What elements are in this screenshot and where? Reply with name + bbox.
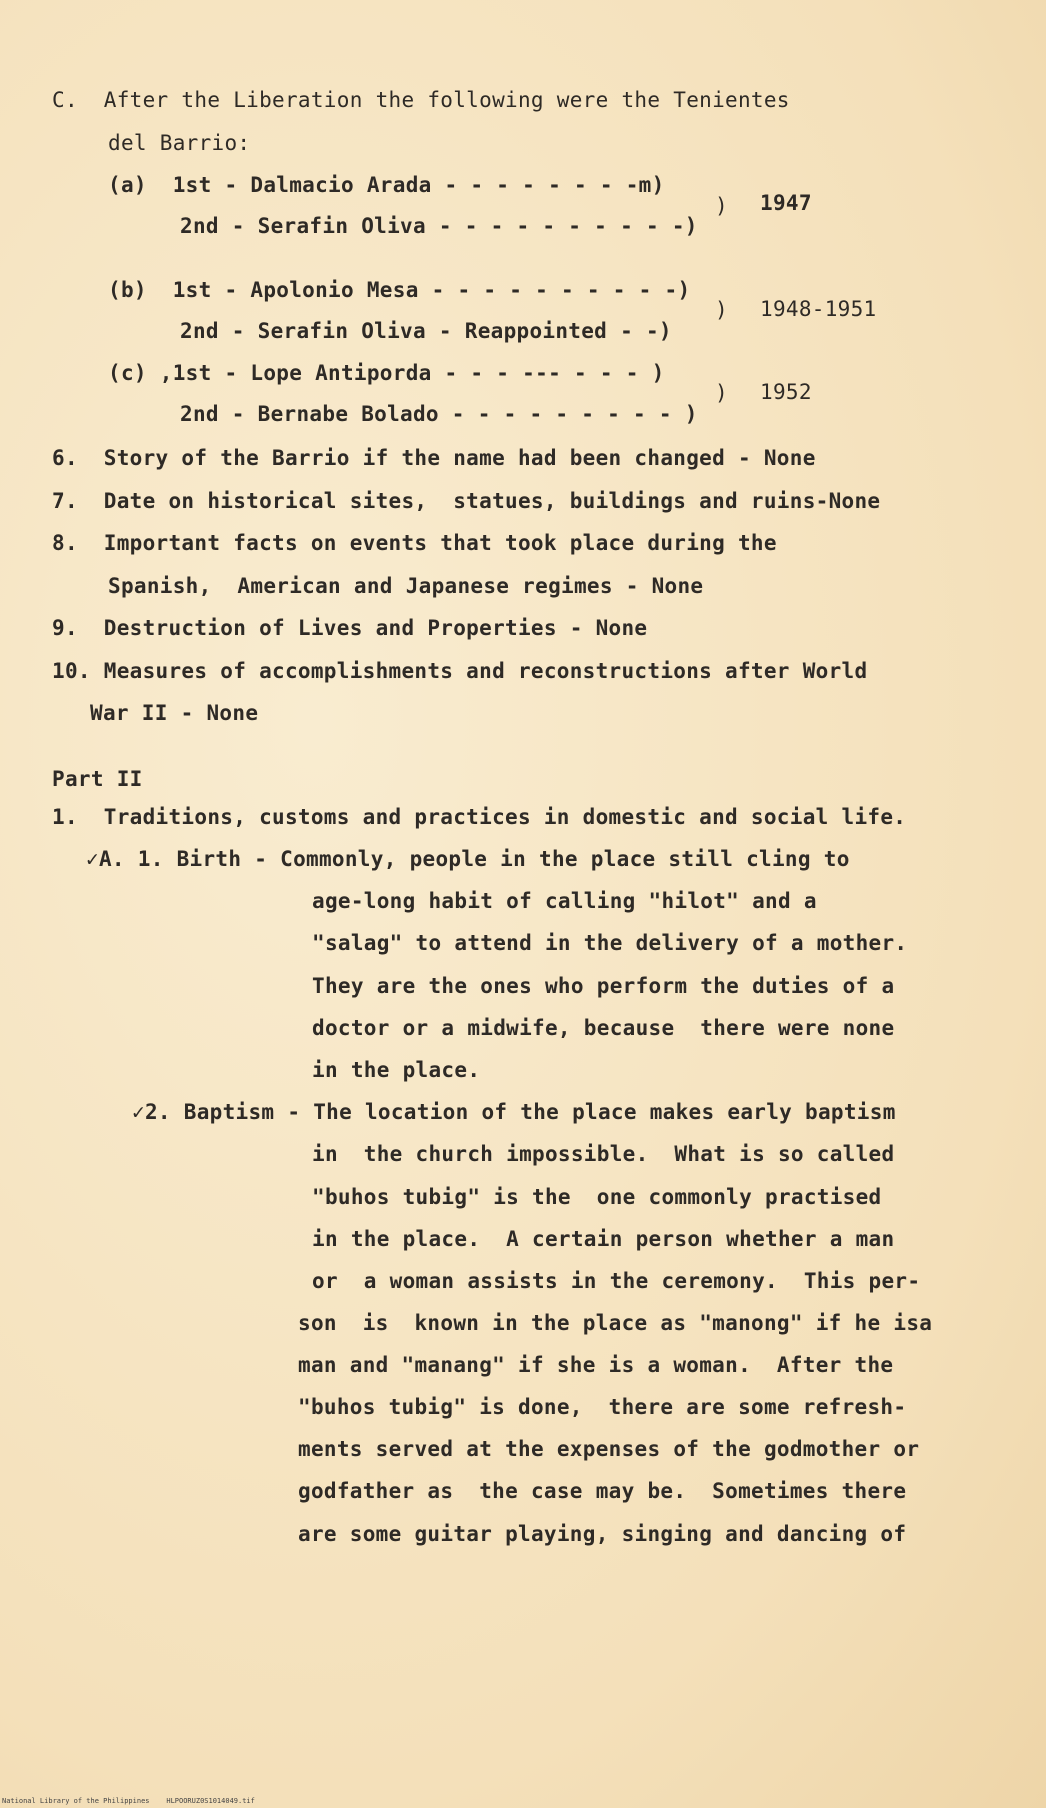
year-c: 1952 [760,380,812,404]
baptism-line-2: in the church impossible. What is so called [312,1142,895,1166]
item-10: 10. Measures of accomplishments and reconstructions after World [52,659,868,683]
birth-line-6: in the place. [312,1058,481,1082]
baptism-heading: ✓2. Baptism - The location of the place makes early baptism [132,1100,896,1124]
teniente-a-2nd: 2nd - Serafin Oliva - - - - - - - - - -) [180,214,698,238]
part-heading: Part II [52,767,143,791]
bracket-b: ) [715,298,728,322]
baptism-line-3: "buhos tubig" is the one commonly practised [312,1185,882,1209]
baptism-line-5: or a woman assists in the ceremony. This per- [312,1269,921,1293]
teniente-c-2nd: 2nd - Bernabe Bolado - - - - - - - - - ) [180,402,698,426]
year-b: 1948-1951 [760,297,877,321]
baptism-line-4: in the place. A certain person whether a man [312,1227,895,1251]
bracket-a: ) [715,194,728,218]
birth-line-4: They are the ones who perform the duties of a [312,974,895,998]
teniente-b-1st: (b) 1st - Apolonio Mesa - - - - - - - - - -) [108,278,691,302]
item-6: 6. Story of the Barrio if the name had been changed - None [52,446,816,470]
baptism-line-8: "buhos tubig" is done, there are some refresh- [298,1395,907,1419]
birth-line-5: doctor or a midwife, because there were none [312,1016,895,1040]
baptism-line-11: are some guitar playing, singing and dancing of [298,1522,907,1546]
item-7: 7. Date on historical sites, statues, buildings and ruins-None [52,489,881,513]
item-8-cont: Spanish, American and Japanese regimes - None [108,574,704,598]
teniente-b-2nd: 2nd - Serafin Oliva - Reappointed - -) [180,319,672,343]
birth-heading: ✓A. 1. Birth - Commonly, people in the place still cling to [86,847,850,871]
scan-footer: National Library of the Philippines HLPOORUZ0S1014049.tif [2,1797,255,1805]
baptism-line-6: son is known in the place as "manong" if he isa [298,1311,933,1335]
birth-line-2: age-long habit of calling "hilot" and a [312,889,817,913]
item-9: 9. Destruction of Lives and Properties - None [52,616,648,640]
birth-line-3: "salag" to attend in the delivery of a mother. [312,931,908,955]
teniente-c-1st: (c) ,1st - Lope Antiporda - - - --- - - - ) [108,361,665,385]
item-c-heading-cont: del Barrio: [108,131,251,155]
teniente-a-1st: (a) 1st - Dalmacio Arada - - - - - - - -m) [108,173,665,197]
baptism-line-9: ments served at the expenses of the godmother or [298,1437,920,1461]
year-a: 1947 [760,191,812,215]
item-10-cont: War II - None [90,701,259,725]
bracket-c: ) [715,381,728,405]
part2-item-1: 1. Traditions, customs and practices in domestic and social life. [52,805,907,829]
item-c-heading: C. After the Liberation the following were the Tenientes [52,88,790,112]
item-8: 8. Important facts on events that took place during the [52,531,777,555]
baptism-line-7: man and "manang" if she is a woman. After the [298,1353,894,1377]
baptism-line-10: godfather as the case may be. Sometimes there [298,1479,907,1503]
